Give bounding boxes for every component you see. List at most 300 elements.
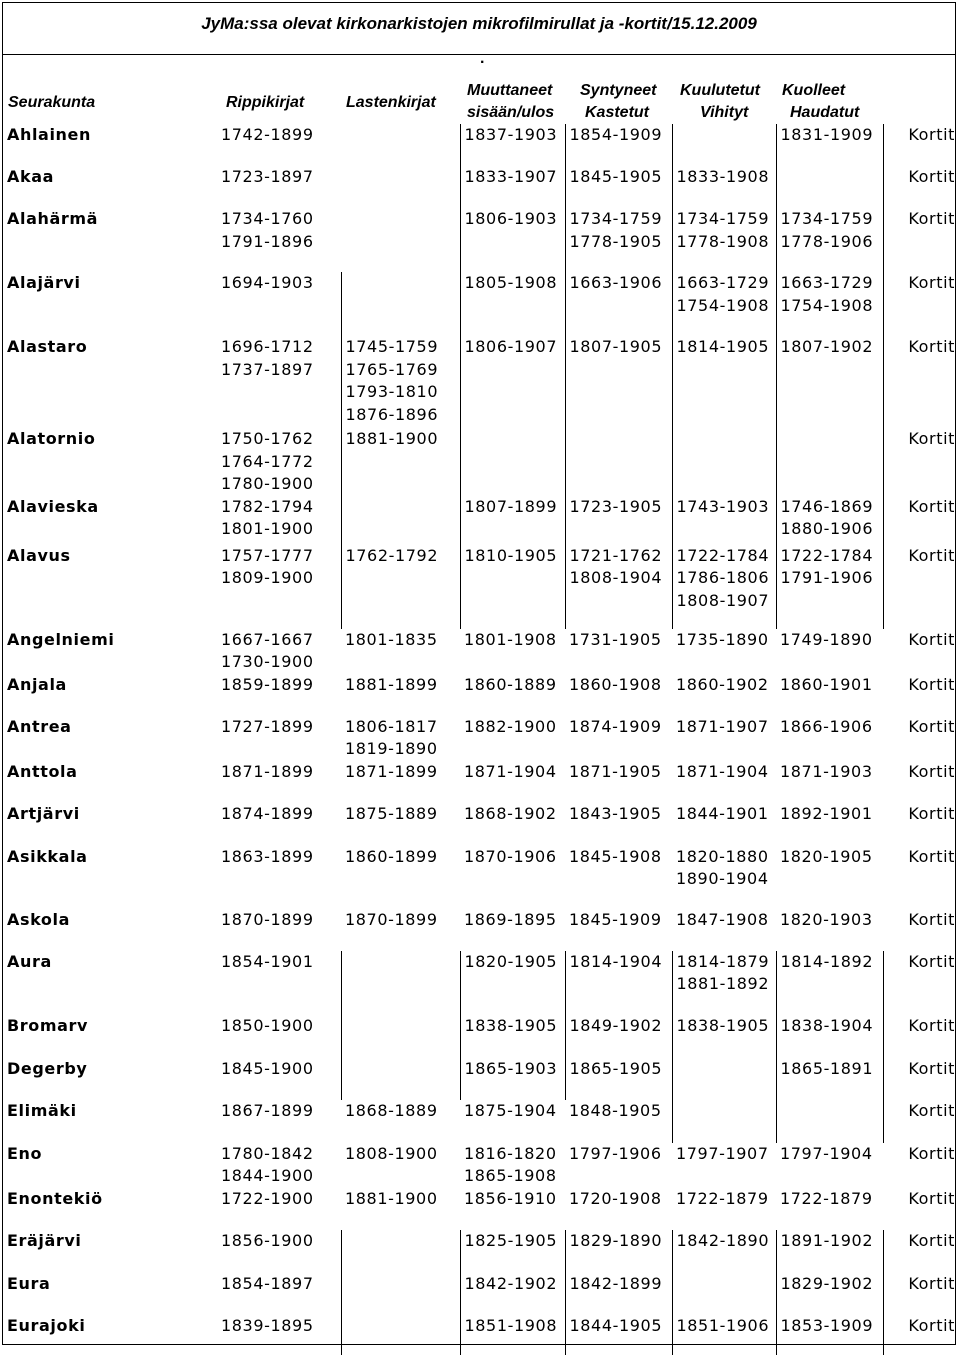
date-range: 1801-1908 — [464, 629, 557, 649]
table-row — [3, 1100, 955, 1143]
date-range: 1820-1905 — [780, 846, 873, 866]
kortit-cell: Kortit — [883, 208, 955, 272]
parish-name: Aura — [7, 951, 52, 971]
parish-name: Degerby — [7, 1058, 88, 1078]
lastenkirjat-cell — [341, 208, 460, 272]
date-range: 1865-1891 — [780, 1058, 874, 1078]
kortit-cell: Kortit — [883, 951, 955, 1015]
date-range: 1801-1835 — [345, 629, 438, 649]
date-range: 1722-1784 — [676, 545, 770, 565]
lastenkirjat-cell — [341, 1143, 460, 1188]
lastenkirjat-cell — [341, 803, 460, 846]
header-rippikirjat: Rippikirjat — [226, 94, 305, 111]
rippikirjat-cell — [217, 1015, 341, 1058]
date-range: 1808-1904 — [569, 568, 663, 587]
date-range: 1806-1907 — [464, 337, 558, 356]
date-range: 1870-1899 — [345, 909, 438, 929]
kortit-cell: Kortit — [908, 629, 955, 649]
kuolleet-cell — [776, 1015, 883, 1058]
date-range: 1825-1905 — [464, 1230, 558, 1250]
muuttaneet-cell — [460, 951, 565, 1015]
parish-name: Askola — [7, 909, 70, 929]
muuttaneet-cell — [460, 629, 565, 674]
date-range: 1865-1905 — [569, 1058, 663, 1078]
date-range: 1865-1908 — [464, 1166, 557, 1185]
kortit-cell: Kortit — [883, 1015, 955, 1058]
lastenkirjat-cell — [341, 336, 460, 428]
date-range: 1871-1905 — [569, 761, 662, 781]
rippikirjat-cell — [217, 1100, 341, 1143]
table-row — [3, 1188, 955, 1230]
date-range: 1782-1794 — [221, 496, 314, 516]
date-range: 1829-1890 — [569, 1230, 663, 1250]
date-range: 1750-1762 — [221, 429, 314, 448]
muuttaneet-cell — [460, 1100, 565, 1143]
parish-name: Antrea — [7, 716, 72, 736]
lastenkirjat-cell — [341, 761, 460, 803]
parish-name: Eräjärvi — [7, 1230, 82, 1250]
table-row — [3, 846, 955, 909]
header-muuttaneet-sub: sisään/ulos — [467, 104, 555, 121]
parish-name: Elimäki — [7, 1100, 77, 1120]
parish-name: Eura — [7, 1273, 51, 1293]
kuulutetut-cell — [672, 166, 776, 208]
date-range: 1807-1902 — [780, 337, 874, 356]
date-range: 1791-1896 — [221, 231, 314, 251]
kuulutetut-cell — [672, 124, 776, 166]
kuulutetut-cell — [672, 1015, 776, 1058]
table-row — [3, 1230, 955, 1273]
kuolleet-cell — [776, 1273, 883, 1315]
date-range: 1871-1904 — [464, 761, 557, 781]
syntyneet-cell — [565, 208, 672, 272]
date-range: 1848-1905 — [569, 1100, 662, 1120]
rippikirjat-cell — [217, 166, 341, 208]
header-muuttaneet: Muuttaneet — [467, 82, 553, 99]
date-range: 1854-1909 — [569, 125, 663, 144]
muuttaneet-cell — [460, 803, 565, 846]
kuulutetut-cell — [672, 336, 776, 428]
rippikirjat-cell — [217, 208, 341, 272]
parish-name: Alavus — [7, 545, 71, 565]
date-range: 1850-1900 — [221, 1015, 314, 1035]
date-range: 1667-1667 — [221, 629, 314, 649]
kuulutetut-cell — [672, 951, 776, 1015]
table-row — [3, 272, 955, 336]
date-range: 1793-1810 — [345, 382, 439, 401]
date-range: 1829-1902 — [780, 1273, 874, 1293]
kortit-cell: Kortit — [883, 272, 955, 336]
date-range: 1842-1890 — [676, 1230, 770, 1250]
muuttaneet-cell — [460, 1273, 565, 1315]
rippikirjat-cell — [217, 545, 341, 629]
kuulutetut-cell — [672, 208, 776, 272]
kortit-cell: Kortit — [883, 1315, 955, 1355]
parish-name: Akaa — [7, 167, 55, 186]
kuulutetut-cell — [672, 272, 776, 336]
table-row — [3, 1058, 955, 1100]
date-range: 1844-1901 — [676, 803, 769, 823]
date-range: 1663-1906 — [569, 273, 663, 292]
date-range: 1871-1907 — [676, 716, 769, 736]
date-range: 1847-1908 — [676, 909, 769, 929]
date-range: 1807-1905 — [569, 337, 663, 356]
date-range: 1809-1900 — [221, 568, 314, 587]
date-range: 1806-1817 — [345, 716, 438, 736]
rippikirjat-cell — [217, 1188, 341, 1230]
syntyneet-cell — [565, 1188, 672, 1230]
kuulutetut-cell — [672, 1143, 776, 1188]
date-range: 1881-1900 — [345, 429, 439, 448]
kortit-cell: Kortit — [883, 1100, 955, 1143]
date-range: 1746-1869 — [780, 496, 874, 516]
muuttaneet-cell — [460, 545, 565, 629]
lastenkirjat-cell — [341, 272, 460, 336]
date-range: 1754-1908 — [676, 295, 770, 315]
kortit-cell: Kortit — [908, 1143, 955, 1163]
kuolleet-cell — [776, 1188, 883, 1230]
kuulutetut-cell — [672, 909, 776, 951]
kortit-cell: Kortit — [883, 124, 955, 166]
lastenkirjat-cell — [341, 716, 460, 761]
rippikirjat-cell — [217, 629, 341, 674]
date-range: 1849-1902 — [569, 1015, 663, 1035]
table-row — [3, 803, 955, 846]
muuttaneet-cell — [460, 272, 565, 336]
kortit-cell: Kortit — [908, 674, 955, 694]
syntyneet-cell — [565, 124, 672, 166]
lastenkirjat-cell — [341, 545, 460, 629]
date-range: 1842-1899 — [569, 1273, 663, 1293]
kortit-cell: Kortit — [883, 545, 955, 629]
kuolleet-cell — [776, 674, 883, 716]
table-row — [3, 1273, 955, 1315]
syntyneet-cell — [565, 1143, 672, 1188]
date-range: 1860-1901 — [780, 674, 873, 694]
header-kuulutetut-sub: Vihityt — [700, 104, 749, 121]
page-title: JyMa:ssa olevat kirkonarkistojen mikrofilmirullat ja -kortit/15.12.2009 — [3, 3, 955, 55]
date-range: 1778-1908 — [676, 231, 770, 251]
rippikirjat-cell — [217, 1273, 341, 1315]
syntyneet-cell — [565, 803, 672, 846]
kortit-cell: Kortit — [883, 1058, 955, 1100]
date-range: 1851-1908 — [464, 1315, 558, 1335]
lastenkirjat-cell — [341, 1015, 460, 1058]
muuttaneet-cell — [460, 208, 565, 272]
rippikirjat-cell — [217, 803, 341, 846]
muuttaneet-cell — [460, 1188, 565, 1230]
date-range: 1806-1903 — [464, 209, 558, 228]
lastenkirjat-cell — [341, 1100, 460, 1143]
date-range: 1874-1899 — [221, 803, 314, 823]
date-range: 1843-1905 — [569, 803, 662, 823]
date-range: 1730-1900 — [221, 652, 314, 671]
date-range: 1860-1899 — [345, 846, 438, 866]
table-row — [3, 629, 955, 674]
parish-name: Enontekiö — [7, 1188, 103, 1208]
date-range: 1778-1905 — [569, 231, 663, 251]
date-range: 1778-1906 — [780, 231, 874, 251]
kuolleet-cell — [776, 716, 883, 761]
syntyneet-cell — [565, 166, 672, 208]
header-syntyneet: Syntyneet — [580, 82, 657, 99]
date-range: 1844-1905 — [569, 1315, 663, 1335]
parish-name: Asikkala — [7, 846, 88, 866]
date-range: 1876-1896 — [345, 404, 439, 424]
date-range: 1845-1900 — [221, 1058, 314, 1078]
kortit-cell: Kortit — [883, 1230, 955, 1273]
kuolleet-cell — [776, 761, 883, 803]
date-range: 1791-1906 — [780, 568, 874, 587]
kuulutetut-cell — [672, 428, 776, 496]
date-range: 1838-1905 — [464, 1015, 558, 1035]
date-range: 1786-1806 — [676, 568, 770, 587]
kuulutetut-cell — [672, 674, 776, 716]
date-range: 1820-1903 — [780, 909, 873, 929]
date-range: 1881-1900 — [345, 1188, 438, 1208]
date-range: 1735-1890 — [676, 629, 769, 649]
date-range: 1856-1910 — [464, 1188, 557, 1208]
kuolleet-cell — [776, 1230, 883, 1273]
date-range: 1891-1902 — [780, 1230, 874, 1250]
syntyneet-cell — [565, 951, 672, 1015]
date-range: 1881-1892 — [676, 974, 770, 993]
muuttaneet-cell — [460, 124, 565, 166]
kuolleet-cell — [776, 629, 883, 674]
syntyneet-cell — [565, 1058, 672, 1100]
date-range: 1860-1908 — [569, 674, 662, 694]
rippikirjat-cell — [217, 1058, 341, 1100]
date-range: 1807-1899 — [464, 496, 558, 516]
date-range: 1875-1889 — [345, 803, 438, 823]
muuttaneet-cell — [460, 428, 565, 496]
kuolleet-cell — [776, 846, 883, 909]
date-range: 1839-1895 — [221, 1315, 314, 1335]
date-range: 1869-1895 — [464, 909, 557, 929]
date-range: 1780-1900 — [221, 474, 314, 493]
table-row — [3, 336, 955, 428]
date-range: 1871-1899 — [345, 761, 438, 781]
date-range: 1734-1759 — [676, 209, 770, 228]
date-range: 1870-1906 — [464, 846, 557, 866]
lastenkirjat-cell — [341, 674, 460, 716]
date-range: 1737-1897 — [221, 359, 314, 379]
syntyneet-cell — [565, 846, 672, 909]
kuolleet-cell — [776, 336, 883, 428]
rippikirjat-cell — [217, 428, 341, 496]
date-range: 1814-1905 — [676, 337, 770, 356]
archive-table — [3, 124, 955, 1355]
date-range: 1866-1906 — [780, 716, 873, 736]
kortit-cell: Kortit — [908, 803, 955, 823]
date-range: 1722-1879 — [780, 1188, 873, 1208]
kortit-cell: Kortit — [883, 428, 955, 496]
date-range: 1734-1759 — [780, 209, 874, 228]
lastenkirjat-cell — [341, 1230, 460, 1273]
kuolleet-cell — [776, 1100, 883, 1143]
date-range: 1663-1729 — [780, 273, 874, 292]
table-row — [3, 496, 955, 545]
kuulutetut-cell — [672, 496, 776, 545]
kortit-cell: Kortit — [883, 496, 955, 545]
muuttaneet-cell — [460, 846, 565, 909]
kuolleet-cell — [776, 166, 883, 208]
lastenkirjat-cell — [341, 1058, 460, 1100]
syntyneet-cell — [565, 1230, 672, 1273]
table-row — [3, 545, 955, 629]
date-range: 1721-1762 — [569, 545, 663, 565]
date-range: 1814-1904 — [569, 951, 663, 971]
date-range: 1868-1902 — [464, 803, 557, 823]
table-row — [3, 1015, 955, 1058]
parish-name: Anttola — [7, 761, 78, 781]
lastenkirjat-cell — [341, 1188, 460, 1230]
syntyneet-cell — [565, 428, 672, 496]
syntyneet-cell — [565, 629, 672, 674]
date-range: 1837-1903 — [464, 125, 558, 144]
kuulutetut-cell — [672, 1230, 776, 1273]
date-range: 1801-1900 — [221, 519, 314, 538]
date-range: 1870-1899 — [221, 909, 314, 929]
parish-name: Anjala — [7, 674, 67, 694]
kuolleet-cell — [776, 1143, 883, 1188]
kuulutetut-cell — [672, 1058, 776, 1100]
date-range: 1731-1905 — [569, 629, 662, 649]
date-range: 1868-1889 — [345, 1100, 438, 1120]
table-row — [3, 124, 955, 166]
date-range: 1694-1903 — [221, 273, 314, 292]
date-range: 1854-1901 — [221, 951, 314, 971]
header-kuulutetut: Kuulutetut — [680, 82, 760, 99]
date-range: 1810-1905 — [464, 545, 558, 565]
parish-name: Alatornio — [7, 429, 96, 448]
lastenkirjat-cell — [341, 629, 460, 674]
date-range: 1860-1889 — [464, 674, 557, 694]
lastenkirjat-cell — [341, 496, 460, 545]
kuulutetut-cell — [672, 803, 776, 846]
kortit-cell: Kortit — [908, 716, 955, 736]
kuulutetut-cell — [672, 761, 776, 803]
date-range: 1663-1729 — [676, 273, 770, 292]
date-range: 1749-1890 — [780, 629, 873, 649]
rippikirjat-cell — [217, 272, 341, 336]
table-row — [3, 761, 955, 803]
date-range: 1845-1908 — [569, 846, 662, 866]
parish-name: Bromarv — [7, 1015, 89, 1035]
kuulutetut-cell — [672, 1273, 776, 1315]
kuolleet-cell — [776, 208, 883, 272]
lastenkirjat-cell — [341, 428, 460, 496]
date-range: 1838-1904 — [780, 1015, 874, 1035]
muuttaneet-cell — [460, 1015, 565, 1058]
date-range: 1871-1903 — [780, 761, 873, 781]
table-row — [3, 951, 955, 1015]
date-range: 1859-1899 — [221, 674, 314, 694]
muuttaneet-cell — [460, 1058, 565, 1100]
date-range: 1890-1904 — [676, 869, 769, 888]
lastenkirjat-cell — [341, 951, 460, 1015]
lastenkirjat-cell — [341, 124, 460, 166]
kuulutetut-cell — [672, 545, 776, 629]
rippikirjat-cell — [217, 336, 341, 428]
parish-name: Alavieska — [7, 496, 99, 516]
kuulutetut-cell — [672, 1188, 776, 1230]
muuttaneet-cell — [460, 909, 565, 951]
header-kuolleet: Kuolleet — [782, 82, 846, 99]
date-range: 1863-1899 — [221, 846, 314, 866]
kuolleet-cell — [776, 272, 883, 336]
date-range: 1722-1900 — [221, 1188, 314, 1208]
kuolleet-cell — [776, 1058, 883, 1100]
date-range: 1831-1909 — [780, 125, 874, 144]
parish-name: Ahlainen — [7, 125, 91, 144]
syntyneet-cell — [565, 545, 672, 629]
date-range: 1854-1897 — [221, 1273, 314, 1293]
date-range: 1867-1899 — [221, 1100, 314, 1120]
kuulutetut-cell — [672, 846, 776, 909]
kuulutetut-cell — [672, 716, 776, 761]
header-lastenkirjat: Lastenkirjat — [346, 94, 436, 111]
date-range: 1805-1908 — [464, 273, 558, 292]
date-range: 1720-1908 — [569, 1188, 662, 1208]
rippikirjat-cell — [217, 1143, 341, 1188]
date-range: 1723-1897 — [221, 167, 314, 186]
parish-name: Angelniemi — [7, 629, 115, 649]
date-range: 1844-1900 — [221, 1166, 314, 1185]
muuttaneet-cell — [460, 336, 565, 428]
parish-name: Eno — [7, 1143, 43, 1163]
kuolleet-cell — [776, 124, 883, 166]
date-range: 1745-1759 — [345, 337, 439, 356]
syntyneet-cell — [565, 496, 672, 545]
date-range: 1696-1712 — [221, 337, 314, 356]
syntyneet-cell — [565, 674, 672, 716]
date-range: 1882-1900 — [464, 716, 557, 736]
date-range: 1875-1904 — [464, 1100, 557, 1120]
table-row — [3, 1143, 955, 1188]
table-row — [3, 166, 955, 208]
kuolleet-cell — [776, 428, 883, 496]
rippikirjat-cell — [217, 1230, 341, 1273]
kortit-cell: Kortit — [908, 761, 955, 781]
kortit-cell: Kortit — [908, 909, 955, 929]
rippikirjat-cell — [217, 674, 341, 716]
date-range: 1838-1905 — [676, 1015, 770, 1035]
muuttaneet-cell — [460, 166, 565, 208]
parish-name: Alahärmä — [7, 209, 99, 228]
kuulutetut-cell — [672, 629, 776, 674]
kortit-cell: Kortit — [883, 1273, 955, 1315]
kuolleet-cell — [776, 545, 883, 629]
date-range: 1797-1906 — [569, 1143, 662, 1163]
table-row — [3, 208, 955, 272]
kuolleet-cell — [776, 496, 883, 545]
muuttaneet-cell — [460, 496, 565, 545]
dot-mark: . — [480, 50, 485, 67]
date-range: 1814-1879 — [676, 951, 770, 971]
date-range: 1816-1820 — [464, 1143, 557, 1163]
date-range: 1842-1902 — [464, 1273, 558, 1293]
syntyneet-cell — [565, 1273, 672, 1315]
date-range: 1762-1792 — [345, 545, 439, 565]
date-range: 1820-1905 — [464, 951, 558, 971]
muuttaneet-cell — [460, 1143, 565, 1188]
rippikirjat-cell — [217, 124, 341, 166]
kuulutetut-cell — [672, 1100, 776, 1143]
date-range: 1871-1899 — [221, 761, 314, 781]
date-range: 1765-1769 — [345, 359, 439, 379]
date-range: 1723-1905 — [569, 496, 663, 516]
